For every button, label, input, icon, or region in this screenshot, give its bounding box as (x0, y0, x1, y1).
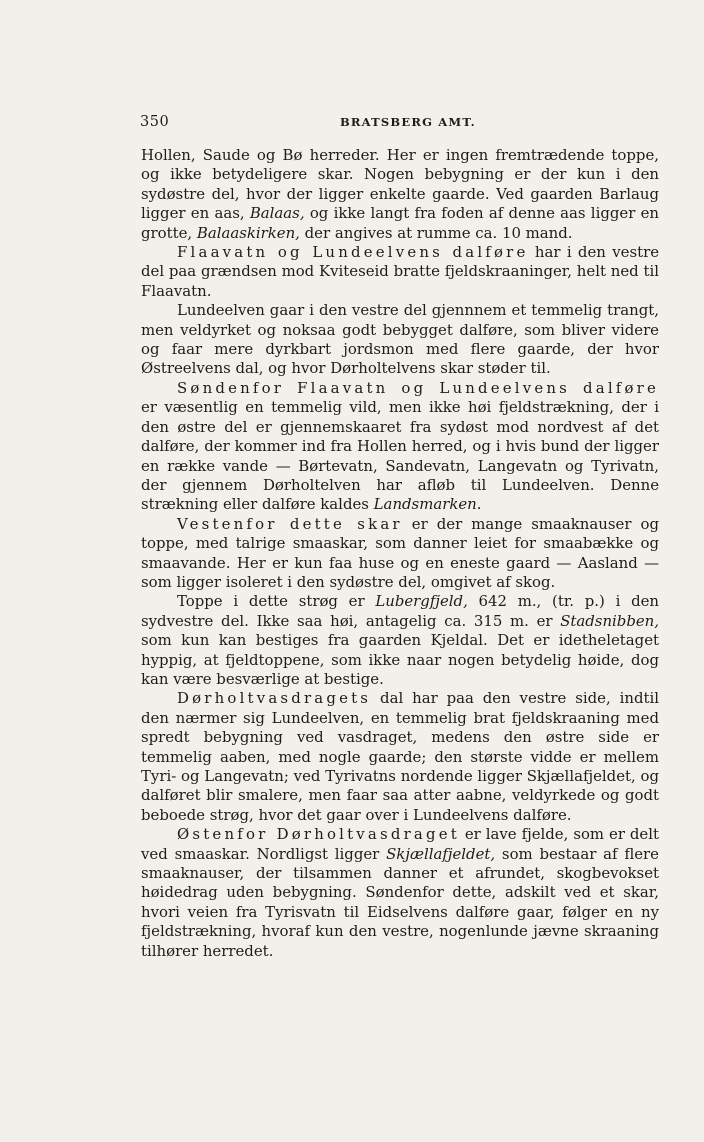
section-heading-vestenfor: Vestenfor dette skar (177, 514, 403, 533)
paragraph-2 (141, 243, 659, 301)
paragraph-8-text-d: som bestaar af flere smaaknauser, der tilsammen danner et afrundet, skogbevokset høidedrag uden bebygning. Søndenfor dette, adskilt ved et skar, hvori veien fra Tyrisvatn til Eidselvens dalføre gaar, følger en ny fjeldstrækning, hvoraf kun den vestre, nogenlunde jævne skraaning tilhører herredet. (141, 844, 659, 960)
paragraph-6-text-c: 642 m., (tr. p.) i den sydvestre del. Ikke saa høi, antagelig ca. 315 m. er (141, 592, 660, 630)
section-heading-dorholtvasdragets: Dørholtvasdragets (177, 689, 372, 708)
place-name-lubergfjeld: Lubergfjeld, (375, 592, 468, 611)
paragraph-1-text-e: der angives at rumme ca. 10 mand. (299, 223, 573, 242)
paragraph-4 (141, 379, 659, 515)
page-header (140, 114, 658, 134)
body-text (141, 146, 659, 961)
paragraph-8-text-b: er lave fjelde, som er delt ved smaaskar. Nordligst ligger (141, 825, 659, 863)
section-heading-ostenfor: Østenfor Dørholtvasdraget (177, 825, 460, 844)
place-name-balaaskirken: Balaaskirken, (196, 223, 300, 242)
paragraph-1 (141, 146, 659, 243)
place-name-skjaellafjeldet: Skjællafjeldet, (386, 844, 496, 863)
paragraph-5 (141, 515, 659, 593)
paragraph-8 (141, 825, 659, 961)
place-name-stadsnibben: Stadsnibben, (560, 611, 659, 630)
paragraph-1-text-a: Hollen, Saude og Bø herreder. Her er ingen fremtrædende toppe, og ikke betydeligere skar. Nogen bebygning er der kun i den sydøstre del, hvor der ligger enkelte gaarde. Ved gaarden Barlaug ligger en aas, (141, 146, 659, 223)
paragraph-6 (141, 592, 659, 689)
paragraph-2-text-b: har i den vestre del paa grændsen mod Kviteseid bratte fjeldskraaninger, helt ned til Flaavatn. (141, 243, 660, 300)
place-name-balaas: Balaas, (249, 204, 305, 223)
paragraph-3 (141, 301, 659, 379)
paragraph-7-text-b: dal har paa den vestre side, indtil den nærmer sig Lundeelven, en temmelig brat fjeldskraaning med spredt bebygning ved vasdraget, medens den østre side er temmelig aaben, med nogle gaarde; den største vidde er mellem Tyri- og Langevatn; ved Tyrivatns nordende ligger Skjællafjeldet, og dalføret blir smalere, men faar saa atter aabne, veldyrkede og godt beboede strøg, hvor det gaar over i Lundeelvens dalføre. (141, 689, 659, 824)
section-heading-sondenfor: Søndenfor Flaavatn og Lundeelvens dalføre (177, 378, 659, 397)
paragraph-7 (141, 689, 659, 825)
running-title: BRATSBERG AMT. (340, 115, 476, 129)
place-name-landsmarken: Landsmarken. (373, 495, 482, 514)
paragraph-6-text-e: som kun kan bestiges fra gaarden Kjeldal. Det er idetheletaget hyppig, at fjeldtoppene, som ikke naar nogen betydelig høide, dog kan være besværlige at bestige. (141, 631, 659, 688)
paragraph-3-text-a: Lundeelven gaar i den vestre del gjennnem et temmelig trangt, men veldyrket og noksaa godt bebygget dalføre, som bliver videre og faar mere dyrkbart jordsmon med flere gaarde, der hvor Østreelvens dal, og hvor Dørholtelvens skar støder til. (141, 301, 659, 378)
page-number: 350 (140, 114, 170, 130)
paragraph-5-text-b: er der mange smaaknauser og toppe, med talrige smaaskar, som danner leiet for smaabække og smaavande. Her er kun faa huse og en eneste gaard — Aasland — som ligger isoleret i den sydøstre del, omgivet af skog. (141, 514, 659, 591)
paragraph-1-text-c: og ikke langt fra foden af denne aas ligger en grotte, (141, 204, 659, 242)
paragraph-6-text-a: Toppe i dette strøg er (177, 592, 376, 611)
paragraph-4-text-b: er væsentlig en temmelig vild, men ikke høi fjeldstrækning, der i den østre del er gjennemskaaret fra sydøst mod nordvest af det dalføre, der kommer ind fra Hollen herred, og i hvis bund der ligger en række vande — Børtevatn, Sandevatn, Langevatn og Tyrivatn, der gjennem Dørholtelven har afløb til Lundeelven. Denne strækning eller dalføre kaldes (141, 398, 659, 514)
section-heading-flaavatn: Flaavatn og Lundeelvens dalføre (177, 243, 529, 262)
